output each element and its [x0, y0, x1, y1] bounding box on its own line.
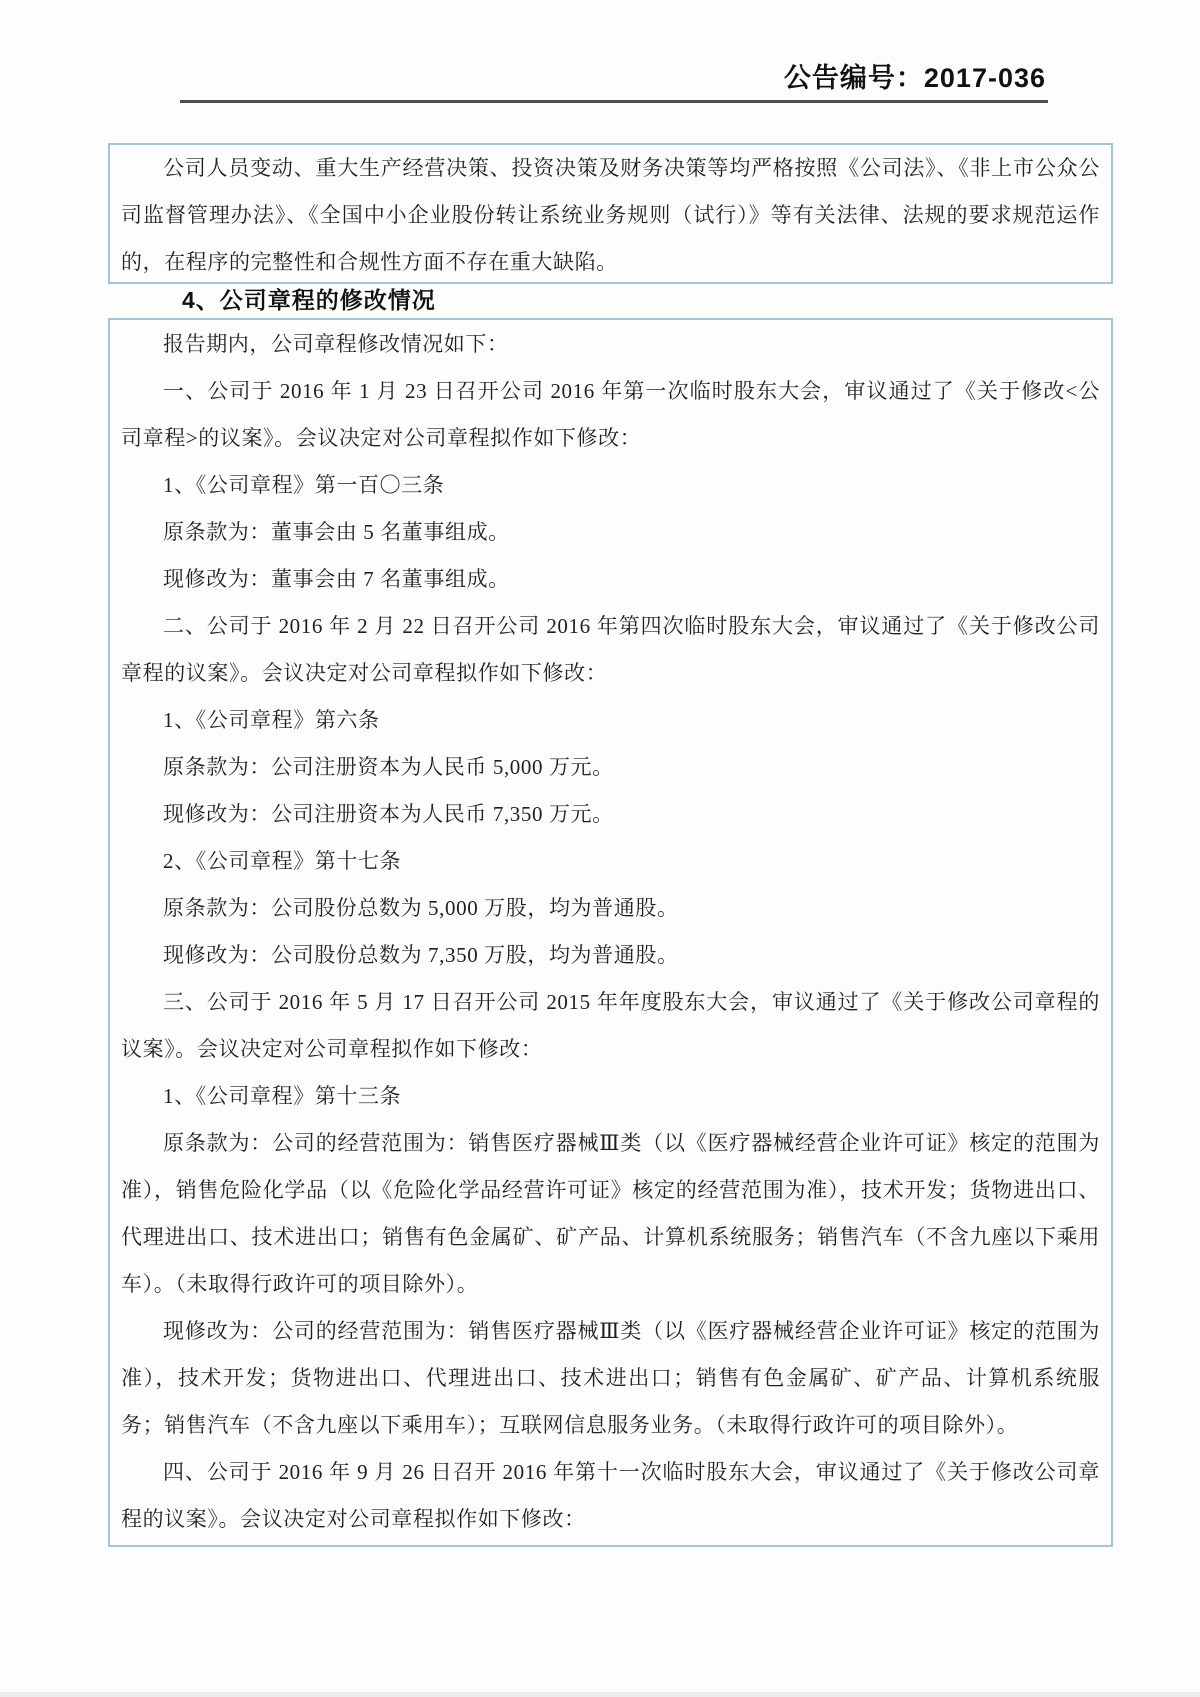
compliance-statement-box [108, 143, 1113, 284]
compliance-paragraph: 公司人员变动、重大生产经营决策、投资决策及财务决策等均严格按照《公司法》、《非上市公众公司监督管理办法》、《全国中小企业股份转让系统业务规则（试行）》等有关法律、法规的要求规范运作的，在程序的完整性和合规性方面不存在重大缺陷。 [121, 156, 1100, 274]
charter-paragraph: 现修改为：公司注册资本为人民币 7,350 万元。 [163, 802, 614, 826]
charter-paragraph: 1、《公司章程》第一百〇三条 [163, 473, 445, 497]
charter-paragraph: 原条款为：董事会由 5 名董事组成。 [163, 520, 510, 544]
section-heading: 4、公司章程的修改情况 [182, 287, 436, 313]
charter-paragraph: 四、公司于 2016 年 9 月 26 日召开 2016 年第十一次临时股东大会，审议通过了《关于修改公司章程的议案》。会议决定对公司章程拟作如下修改： [121, 1460, 1100, 1531]
charter-paragraph: 现修改为：董事会由 7 名董事组成。 [163, 567, 510, 591]
page-bottom-edge [0, 1692, 1200, 1697]
charter-paragraph: 原条款为：公司注册资本为人民币 5,000 万元。 [163, 755, 614, 779]
charter-paragraph: 原条款为：公司股份总数为 5,000 万股，均为普通股。 [163, 896, 679, 920]
charter-paragraph: 报告期内，公司章程修改情况如下： [163, 332, 509, 356]
charter-paragraph: 2、《公司章程》第十七条 [163, 849, 402, 873]
charter-paragraph: 现修改为：公司的经营范围为：销售医疗器械Ⅲ类（以《医疗器械经营企业许可证》核定的范围为准），技术开发；货物进出口、代理进出口、技术进出口；销售有色金属矿、矿产品、计算机系统服务；销售汽车（不含九座以下乘用车）；互联网信息服务业务。（未取得行政许可的项目除外）。 [121, 1319, 1100, 1437]
charter-paragraph: 原条款为：公司的经营范围为：销售医疗器械Ⅲ类（以《医疗器械经营企业许可证》核定的范围为准），销售危险化学品（以《危险化学品经营许可证》核定的经营范围为准），技术开发；货物进出口、代理进出口、技术进出口；销售有色金属矿、矿产品、计算机系统服务；销售汽车（不含九座以下乘用车）。（未取得行政许可的项目除外）。 [121, 1131, 1100, 1296]
announcement-number: 公告编号：2017-036 [783, 63, 1046, 93]
charter-paragraph: 现修改为：公司股份总数为 7,350 万股，均为普通股。 [163, 943, 679, 967]
charter-paragraph: 二、公司于 2016 年 2 月 22 日召开公司 2016 年第四次临时股东大会，审议通过了《关于修改公司章程的议案》。会议决定对公司章程拟作如下修改： [121, 614, 1100, 685]
charter-amendments-box [108, 318, 1113, 1547]
charter-paragraph: 1、《公司章程》第六条 [163, 708, 380, 732]
charter-paragraph: 1、《公司章程》第十三条 [163, 1084, 402, 1108]
header-rule [180, 100, 1048, 103]
charter-paragraph: 一、公司于 2016 年 1 月 23 日召开公司 2016 年第一次临时股东大会，审议通过了《关于修改<公司章程>的议案》。会议决定对公司章程拟作如下修改： [121, 379, 1100, 450]
charter-paragraph: 三、公司于 2016 年 5 月 17 日召开公司 2015 年年度股东大会，审议通过了《关于修改公司章程的议案》。会议决定对公司章程拟作如下修改： [121, 990, 1100, 1061]
